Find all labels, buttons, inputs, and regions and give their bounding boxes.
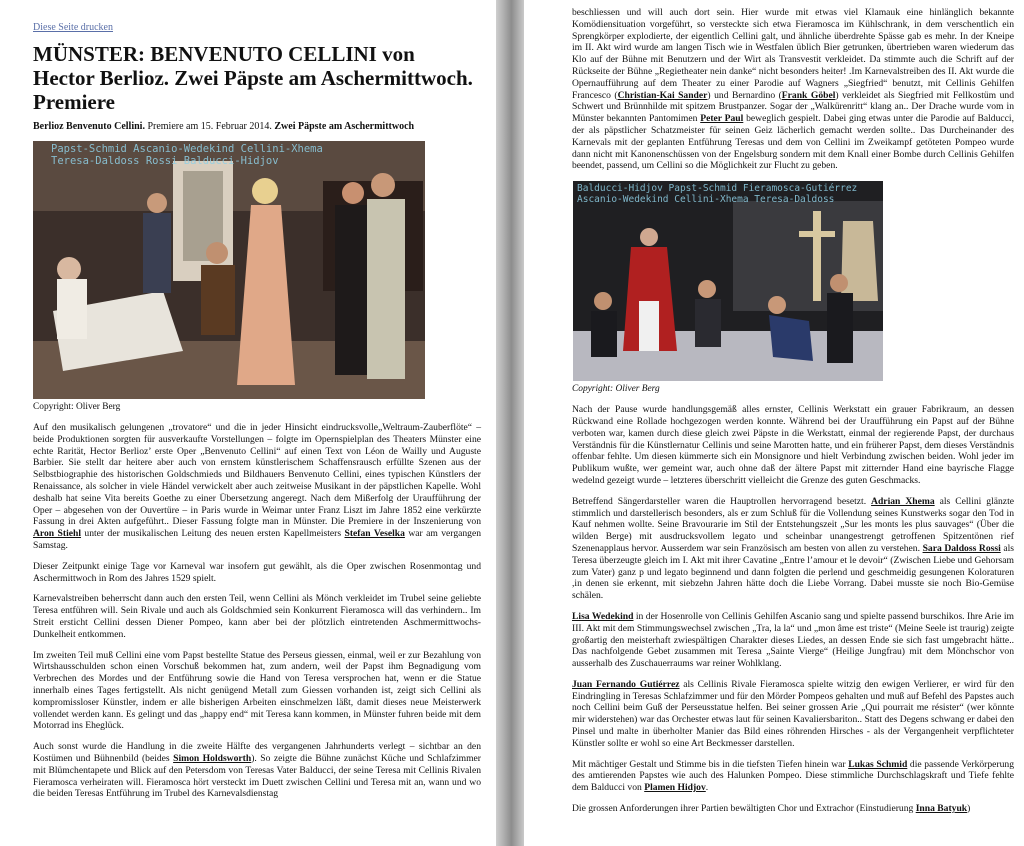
text-run: ) verkleidet als Siegfried mit Fellkostüm und Schwert und Brünnhilde mit spitzem Brustpanzer. Sogar der „Walkürenritt“ klang an.. Der Drache wurde vom in Münster bekannten Pantomimen <box>572 89 1014 125</box>
text-run: beweglich gespielt. Dabei ging etwas unter die Parodie auf Balducci, der als päpstlicher Schatzmeister für seinen Geiz lächerlich gemacht werden sollte.. Das Durcheinander des Karnevals mit der geplanten Entführung Teresas und dem von Cellini im Zweikampf getöteten Pompeo wurde dann nicht mit Kanonenschüssen von der Engelsburg sondern mit dem Knall einer Bombe durch Cellinis Gehilfen beendet, passend, um Cellini so die Möglichkeit zur Flucht zu geben. <box>572 113 1014 172</box>
subline-part: Berlioz Benvenuto Cellini. <box>33 121 145 132</box>
photo-cast-overlay: Balducci-Hidjov Papst-Schmid Fieramosca-Gutiérrez Ascanio-Wedekind Cellini-Xhema Teresa-Daldoss <box>577 183 858 206</box>
article-subline <box>33 120 481 133</box>
article-paragraph: Karnevalstreiben beherrscht dann auch den ersten Teil, wenn Cellini als Mönch verkleidet im Trubel seine geliebte Teresa entführen will. Sein Rivale und auch als Goldschmied sein Konkurrent Fieramosca will das verhindern.. Im Streit ersticht Cellini dessen Diener Pompeo, kann aber bei der plötzlich eintretenden Aschmermittwochs-Dunkelheit entkommen. <box>33 593 481 640</box>
article-paragraph <box>572 7 1014 172</box>
article-title: MÜNSTER: BENVENUTO CELLINI von Hector Berlioz. Zwei Päpste am Aschermittwoch. Premiere <box>33 42 473 114</box>
person-name: Lisa Wedekind <box>572 610 634 622</box>
person-name: Peter Paul <box>700 113 744 125</box>
person-name: Simon Holdsworth <box>173 752 252 764</box>
stage-photo-drawing <box>573 181 883 381</box>
person-name: Juan Fernando Gutiérrez <box>572 678 680 690</box>
text-run: Auch sonst wurde die Handlung in die zweite Hälfte des vergangenen Jahrhunderts verlegt – sichtbar an den Kostümen und Bühnenbild (beides <box>33 741 481 764</box>
stage-photo-act-one <box>33 141 425 399</box>
person-name: Aron Stiehl <box>33 528 82 540</box>
article-paragraph <box>572 679 1014 750</box>
article-paragraph <box>33 741 481 800</box>
subline-part: Premiere am 15. Februar 2014. <box>144 121 275 132</box>
text-run: ) <box>967 803 971 815</box>
person-name: Sara Daldoss Rossi <box>922 542 1001 554</box>
text-run: als Teresa überzeugte gleich im I. Akt mit ihrer Cavatine „Entre l’amour et le devoir“ (Zwischen Liebe und Gehorsam zum Vater) ganz p und legato beginnend und dann folgten die perlend und geschmeidig gesungenen Koloraturen ,in denen sie erkennt, mit siebzehn Jahren hätte doch die Liebe Vorrang. Dabei musste sie noch Bio-Gemüse schälen. <box>572 542 1014 602</box>
stage-photo-drawing <box>33 141 425 399</box>
text-run: Die grossen Anforderungen ihrer Partien bewältigten Chor und Extrachor (Einstudierung <box>572 803 916 815</box>
right-page-content <box>572 7 1014 824</box>
text-run: in der Hosenrolle von Cellinis Gehilfen Ascanio sang und spielte passend burschikos. Ihre Arie im III. Akt mit dem Stimmungswechsel zwischen „Tra, la la“ und „mon âme est triste“ (Meine Seele ist traurig) zeigte großartig den meisterhaft zwiespältigen Charakter dieses Liedes, an dessen Ende sie sich fast umgebracht hätte.. Das nachfolgende Gebet zusammen mit Teresa „Sainte Vierge“ (Heilige Jungfrau) mit dem Mönchschor von ausserhalb des Zuschauerraums war reiner Wohlklang. <box>572 610 1014 670</box>
article-paragraph <box>33 422 481 552</box>
left-page-content <box>33 22 481 809</box>
photo-copyright-caption: Copyright: Oliver Berg <box>33 402 121 412</box>
subline-part: Zwei Päpste am Aschermittwoch <box>274 121 415 132</box>
article-paragraph: Nach der Pause wurde handlungsgemäß alles ernster, Cellinis Werkstatt ein grauer Fabrikraum, an dessen Rückwand eine Rollade hochgezogen werden konnte. Während bei der Uraufführung ein Papst auf der Bühne verboten war, kamen durch diese gleich zwei Päpste in die Werkstatt, einmal der regierende Papst, der durchaus Verständnis für die Künstlernatur Cellinis und seine Marotten hatte, und ein früherer Papst, dem dieses Verständnis offenbar fehlte. Um diesen kümmerte sich ein Monsignore und hielt Verbindung zwischen beiden. Wohl jeder im Publikum wußte, wer gemeint war, auch ohne daß der ältere Papst mit zitternder Hand eine bayrische Flagge wedelnd gezeigt wurde – letzteres überschritt vielleicht die Grenze des guten Geschmacks. <box>572 404 1014 486</box>
text-run: ) und Bernardino ( <box>707 89 782 101</box>
person-name: Christian-Kai Sander <box>617 89 708 101</box>
person-name: Adrian Xhema <box>871 495 935 507</box>
text-run: als Cellinis Rivale Fieramosca spielte witzig den ewigen Verlierer, er wird für den Eindringling in Teresas Schlafzimmer und für den Mörder Pompeos gehalten und muß auf Befehl des Papstes auch noch Cellini beim Guß der Perseusstatue helfen. Bei seiner grossen Arie „Qui pourrait me résister“ (wer könnte mir widerstehen) war das Orchester etwas laut für seinen Kavaliersbariton.. Statt des Degens schwang er dabei den Pinsel und malte in überholter Manier das Bild eines röhrenden Hirsches - als der Vergangenheit verpflichteter Künstler sollte er wohl so eine Art Beckmesser darstellen. <box>572 678 1014 749</box>
text-run: die passende Verkörperung des amtierenden Papstes wie auch des Halunken Pompeo. Diese stimmliche Durchschlagskraft und Tiefe fehlte dem Balducci von <box>572 758 1015 794</box>
text-run: unter der musikalischen Leitung des neuen ersten Kapellmeisters <box>81 528 345 540</box>
text-run: Auf den musikalisch gelungenen „trovatore“ und die in jeder Hinsicht eindrucksvolle„Weltraum-Zauberflöte“ – beide Produktionen sorgten für ausverkaufte Vorstellungen – folgte im Opernspielplan des Theaters Münster eine echte Rarität, Hector Berlioz’ erste Oper „Benvenuto Cellini“ auf einen Text von Léon de Wailly und Auguste Barbier. Sie stellt dar heitere aber auch von ernstem künstlerischem Schaffensrausch erfüllte Szenen aus der Selbstbiographie des historischen Goldschmieds und Bildhauers Benvenuto Cellini, eines typischen Künstlers der Renaissance, als solcher in viele Händel verwickelt aber auch zeitweise Musikant in der päpstlichen Kapelle. Wohl deshalb hat seine Vita bereits Goethe zu einer Übersetzung angeregt. Nach dem Mißerfolg der Uraufführung der Oper – abgesehen von der Ouvertüre – in Paris wurde in Weimar unter Franz Liszt im Jahre 1852 eine verkürzte Fassung in drei Akten aufgeführt.. Dieser Fassung folgte man in Münster. Die Premiere in der Inszenierung von <box>33 422 481 528</box>
article-paragraph <box>572 759 1014 794</box>
page-gutter <box>496 0 524 846</box>
article-paragraph: Dieser Zeitpunkt einige Tage vor Karneval war insofern gut gewählt, als die Oper zwischen Rosenmontag und Aschermittwoch in Rom des Jahres 1529 spielt. <box>33 560 481 584</box>
person-name: Frank Göbel <box>781 89 836 101</box>
article-paragraph: Im zweiten Teil muß Cellini eine vom Papst bestellte Statue des Perseus giessen, einmal, weil er zur Bezahlung von Wirtshausschulden schon einen Vorschuß bekommen hat, zum andern, weil der Papst ihm Begnadigung vom Verbrechen des Mordes und der Entführung sowie die Hand von Teresa versprochen hat, wenn er die Statue innerhalb eines Tages fertigstellt. Als nicht genügend Metall zum Giessen vorhanden ist, zeigt sich Cellini als kompromissloser Künstler, indem er alle bisherigen Arbeiten einschmelzen läßt, damit dieses neue Meisterwerk vollendet werden kann. Es gelingt und das „happy end“ mit Teresa kann kommen, in Münster fuhren beide mit dem Motorrad ins Eheglück. <box>33 649 481 732</box>
article-paragraph <box>572 496 1014 602</box>
article-paragraph <box>572 803 1014 815</box>
right-page <box>524 0 1024 846</box>
text-run: . <box>705 782 709 794</box>
text-run: war am vergangen Samstag. <box>33 528 482 551</box>
photo-cast-overlay: Papst-Schmid Ascanio-Wedekind Cellini-Xhema Teresa-Daldoss Rossi Balducci-Hidjov <box>51 143 323 167</box>
left-page <box>0 0 496 846</box>
text-run: Betreffend Sängerdarsteller waren die Hauptrollen hervorragend besetzt. <box>572 495 872 507</box>
text-run: Mit mächtiger Gestalt und Stimme bis in die tiefsten Tiefen hinein war <box>572 758 849 770</box>
person-name: Plamen Hidjov <box>644 782 706 794</box>
print-page-link[interactable]: Diese Seite drucken <box>33 22 113 33</box>
person-name: Stefan Veselka <box>344 528 405 540</box>
photo-copyright-caption: Copyright: Oliver Berg <box>572 384 660 395</box>
text-run: als Cellini glänzte stimmlich und darstellerisch besonders, als er zum Schluß für die Vollendung seines Kunstwerks sogar den Tod in Kauf nehmen wollte. Seine Bravourarie im Stil der Entstehungszeit „Sur les monts les plus sauvages“ (Über die wilden Berge) mit ausdrucksvollem legato und scheinbar unangestrengt getroffenen Spitzentönen rief Szenenapplaus hervor. Ausserdem war sein Französisch am besten von allen zu verstehen. <box>572 495 1014 554</box>
person-name: Inna Batyuk <box>915 803 968 815</box>
text-run: ). So zeigte die Bühne zunächst Küche und Schlafzimmer mit Blümchentapete und Blick auf den Petersdom von Teresas Vater Balducci, der seine Teresa mit Cellinis Rivalen Fieramosca verheiraten will. Fieramosca hört versteckt im Duett zwischen Cellini und Teresa mit an, wann und wo die beiden Teresas Entführung im Trubel des Karnevalsdienstag <box>33 752 482 800</box>
person-name: Lukas Schmid <box>848 758 908 770</box>
text-run: beschliessen und will auch dort sein. Hier wurde mit etwas viel Klamauk eine hinlänglich bekannte Komödiensituation vorgeführt, so versteckte sich etwa Fieramosca im Kühlschrank, in dem verschentlich ein Sprengkörper explodierte, der eigentlich Cellini galt, und ähnliche überdrehte Spässe gab es mehr. In der Kneipe im II. Akt wird wurde am langen Tisch wie in Westfalen üblich Bier getrunken, übertrieben waren wiederum das Klo auf der Bühne mit Benutzern und der Wirt als Transvestit verkleidet. Da stimmte auch die Schrift auf der Rückseite der Bühne „Regietheater nein danke“ nicht besonders heiter! .Im Karnevalstreiben des II. Akt wurde die Opernaufführung auf dem Theater zu einer Parodie auf Wagners „Siegfried“ benutzt, mit Cellinis Gehilfen Francesco ( <box>572 7 1014 101</box>
stage-photo-act-three <box>573 181 883 381</box>
article-paragraph <box>572 611 1014 670</box>
